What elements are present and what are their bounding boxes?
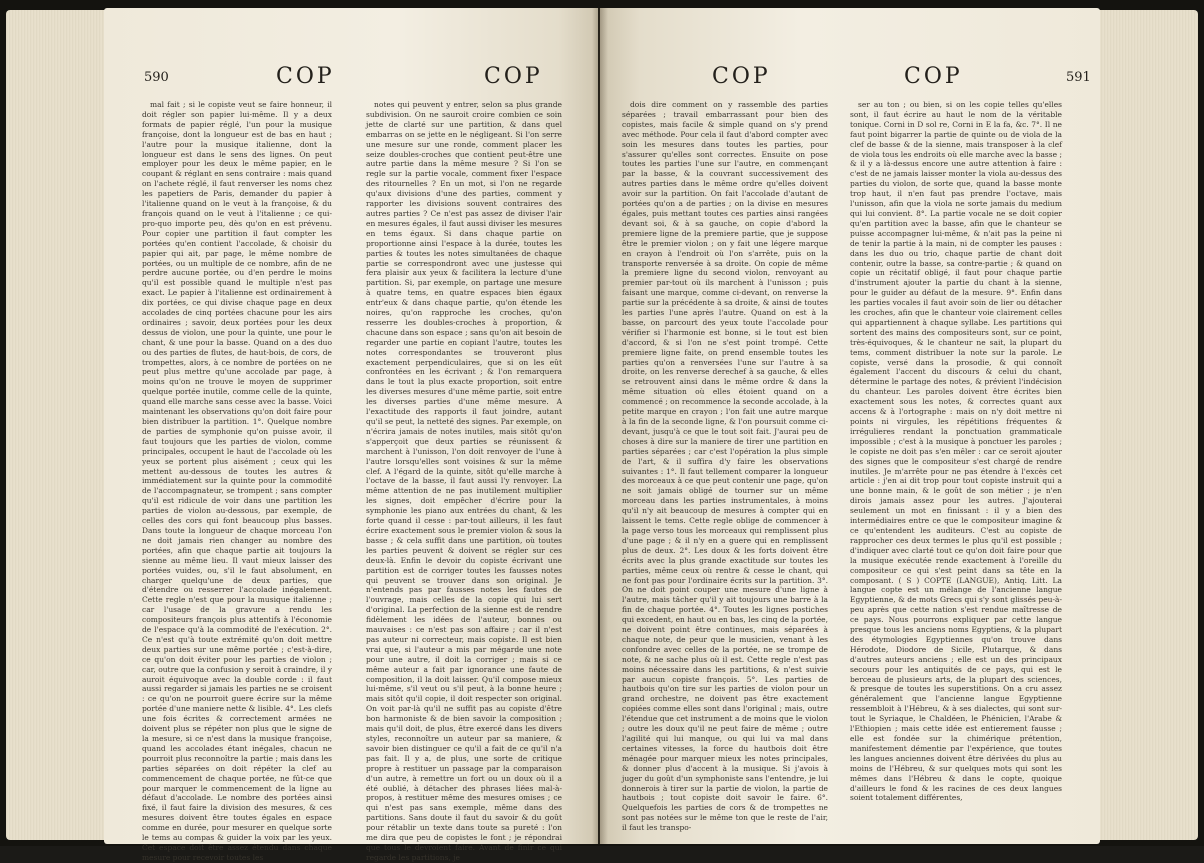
running-head: COP bbox=[484, 64, 543, 89]
column-text: notes qui peuvent y entrer, selon sa plus grande subdivision. On ne sauroit croire combien ce soin jette de clarté sur une partition, & dans quel embarras on se jette en le négligeant. Si l'on serre une mesure sur une ronde, comment placer les seize doubles-croches que contient peut-être une autre partie dans la même mesure ? Si l'on se regle sur la partie vocale, comment fixer l'espace des ritournelles ? En un mot, si l'on ne regarde qu'aux divisions d'une des parties, comment y rapporter les divisions souvent contraires des autres parties ? Ce n'est pas assez de diviser l'air en mesures égales, il faut aussi diviser les mesures en tems égaux. Si dans chaque partie on proportionne ainsi l'espace à la durée, toutes les parties & toutes les notes simultanées de chaque partie se correspondront avec une justesse qui fera plaisir aux yeux & facilitera la lecture d'une partition. Si, par exemple, on partage une mesure à quatre tems, en quatre espaces bien égaux entr'eux & dans chaque partie, qu'on étende les noires, qu'on rapproche les croches, qu'on resserre les doubles-croches à proportion, & chacune dans son espace ; sans qu'on ait besoin de regarder une partie en copiant l'autre, toutes les notes correspondantes se trouveront plus exactement perpendiculaires, que si on les eût confrontées en les écrivant ; & l'on remarquera dans le tout la plus exacte proportion, soit entre les diverses mesures d'une même partie, soit entre les diverses parties d'une même mesure. A l'exactitude des rapports il faut joindre, autant qu'il se peut, la netteté des signes. Par exemple, on n'écrira jamais de notes inutiles, mais sitôt qu'on s'apperçoit que deux parties se réunissent & marchent à l'unisson, l'on doit renvoyer de l'une à l'autre lorsqu'elles sont voisines & sur la même clef. A l'égard de la quinte, sitôt qu'elle marche à l'octave de la basse, il faut aussi l'y renvoyer. La même attention de ne pas inutilement multiplier les signes, doit empêcher d'écrire pour la symphonie les piano aux entrées du chant, & les forte quand il cesse : par-tout ailleurs, il les faut écrire exactement sous le premier violon & sous la basse ; & cela suffit dans une partition, où toutes les parties peuvent & doivent se régler sur ces deux-là. Enfin le devoir du copiste écrivant une partition est de corriger toutes les fausses notes qui peuvent se trouver dans son original. Je n'entends pas par fausses notes les fautes de l'ouvrage, mais celles de la copie qui lui sert d'original. La perfection de la sienne est de rendre fidèlement les idées de l'auteur, bonnes ou mauvaises : ce n'est pas son affaire ; car il n'est pas auteur ni correcteur, mais copiste. Il est bien vrai que, si l'auteur a mis par mégarde une note pour une autre, il doit la corriger ; mais si ce même auteur a fait par ignorance une faute de composition, il la doit laisser. Qu'il compose mieux lui-même, s'il veut ou s'il peut, à la bonne heure ; mais sitôt qu'il copie, il doit respecter son original. On voit par-là qu'il ne suffit pas au copiste d'être bon harmoniste & de bien savoir la composition ; mais qu'il doit, de plus, être exercé dans les divers styles, reconnoître un auteur par sa maniere, & savoir bien distinguer ce qu'il a fait de ce qu'il n'a pas fait. Il y a, de plus, une sorte de critique propre à restituer un passage par la comparaison d'un autre, à remettre un fort ou un doux où il a été oublié, à détacher des phrases liées mal-à-propos, à restituer même des mesures omises ; ce qui n'est pas sans exemple, même dans des partitions. Sans doute il faut du savoir & du goût pour rétablir un texte dans toute sa pureté : l'on me dira que peu de copistes le font ; je répondrai que tous le devroient faire. Avant de finir ce qui regarde les partitions, je bbox=[366, 100, 562, 862]
column-text: ser au ton ; ou bien, si on les copie telles qu'elles sont, il faut écrire au haut le nom de la véritable tonique. Corni in D sol re, Corni in E la fa, &c. 7°. Il ne faut point bigarrer la partie de quinte ou de viola de la clef de basse & de la sienne, mais transposer à la clef de viola tous les endroits où elle marche avec la basse ; & il y a là-dessus encore une autre attention à faire : c'est de ne jamais laisser monter la viola au-dessus des parties du violon, de sorte que, quand la basse monte trop haut, il n'en faut pas prendre l'octave, mais l'unisson, afin que la viola ne sorte jamais du medium qui lui convient. 8°. La partie vocale ne se doit copier qu'en partition avec la basse, afin que le chanteur se puisse accompagner lui-même, & n'ait pas la peine ni de tenir la partie à la main, ni de compter les pauses : dans les duo ou trio, chaque partie de chant doit contenir, outre la basse, sa contre-partie ; & quand on copie un récitatif obligé, il faut pour chaque partie d'instrument ajouter la partie du chant à la sienne, pour le guider au défaut de la mesure. 9°. Enfin dans les parties vocales il faut avoir soin de lier ou détacher les croches, afin que le chanteur voie clairement celles qui appartiennent à chaque syllabe. Les partitions qui sortent des mains des compositeurs sont, sur ce point, très-équivoques, & le chanteur ne sait, la plupart du tems, comment distribuer la note sur la parole. Le copiste, versé dans la prosodie, & qui connoît également l'accent du discours & celui du chant, détermine le partage des notes, & prévient l'indécision du chanteur. Les paroles doivent être écrites bien exactement sous les notes, & correctes quant aux accens & à l'ortographe : mais on n'y doit mettre ni points ni virgules, les répétitions fréquentes & irrégulieres rendant la ponctuation grammaticale impossible ; c'est à la musique à ponctuer les paroles ; le copiste ne doit pas s'en mêler : car ce seroit ajouter des signes que le compositeur s'est chargé de rendre inutiles. Je m'arrête pour ne pas étendre à l'excès cet article : j'en ai dit trop pour tout copiste instruit qui a une bonne main, & le goût de son métier ; je n'en dirois jamais assez pour les autres. J'ajouterai seulement un mot en finissant : il y a bien des intermédiaires entre ce que le compositeur imagine & ce qu'entendent les auditeurs. C'est au copiste de rapprocher ces deux termes le plus qu'il est possible ; d'indiquer avec clarté tout ce qu'on doit faire pour que la musique exécutée rende exactement à l'oreille du compositeur ce qui s'est peint dans sa tête en la composant. ( S ) COPTE (LANGUE), Antiq. Litt. La langue copte est un mélange de l'ancienne langue Egyptienne, & de mots Grecs qui s'y sont glissés peu-à-peu après que cette nation s'est rendue maîtresse de ce pays. Nous pourrons expliquer par cette langue presque tous les anciens noms Egyptiens, & la plupart des étymologies Egyptiennes qu'on trouve dans Hérodote, Diodore de Sicile, Plutarque, & dans d'autres auteurs anciens ; elle est un des principaux secours pour les antiquités de ce pays, qui est le berceau de plusieurs arts, de la plupart des sciences, & presque de toutes les superstitions. On a cru assez généralement que l'ancienne langue Egyptienne ressembloit à l'Hébreu, & à ses dialectes, qui sont sur-tout le Syriaque, le Chaldéen, le Phénicien, l'Arabe & l'Ethiopien ; mais cette idée est entierement fausse ; elle est fondée sur la chimérique prétention, manifestement démentie par l'expérience, que toutes les langues anciennes doivent être dérivées du plus au moins de l'Hébreu, & sur quelques mots qui sont les mêmes dans l'Hébreu & dans le copte, quoique d'ailleurs le fond & les racines de ces deux langues soient totalement différentes, bbox=[850, 100, 1062, 803]
text-column bbox=[142, 100, 332, 862]
column-text: dois dire comment on y rassemble des parties séparées ; travail embarrassant pour bien des copistes, mais facile & simple quand on s'y prend avec méthode. Pour cela il faut d'abord compter avec soin les mesures dans toutes les parties, pour s'assurer qu'elles sont correctes. Ensuite on pose toutes les parties l'une sur l'autre, en commençant par la basse, & la couvrant successivement des autres parties dans le même ordre qu'elles doivent avoir sur la partition. On fait l'accolade d'autant de portées qu'on a de parties ; on la divise en mesures égales, puis mettant toutes ces parties ainsi rangées devant soi, & à sa gauche, on copie d'abord la premiere ligne de la premiere partie, que je suppose être le premier violon ; on y fait une légere marque en crayon à l'endroit où l'on s'arrête, puis on la transporte renversée à sa droite. On copie de même la premiere ligne du second violon, renvoyant au premier par-tout où ils marchent à l'unisson ; puis faisant une marque, comme ci-devant, on renverse la partie sur la précédente à sa droite, & ainsi de toutes les parties l'une après l'autre. Quand on est à la basse, on parcourt des yeux toute l'accolade pour vérifier si l'harmonie est bonne, si le tout est bien d'accord, & si l'on ne s'est point trompé. Cette premiere ligne faite, on prend ensemble toutes les parties qu'on a renversées l'une sur l'autre à sa droite, on les renverse derechef à sa gauche, & elles se retrouvent ainsi dans le même ordre & dans la même situation où elles étoient quand on a commencé ; on recommence la seconde accolade, à la petite marque en crayon ; l'on fait une autre marque à la fin de la seconde ligne, & l'on poursuit comme ci-devant, jusqu'à ce que le tout soit fait. J'aurai peu de choses à dire sur la maniere de tirer une partition en parties séparées ; car c'est l'opération la plus simple de l'art, & il suffira d'y faire les observations suivantes : 1°. Il faut tellement comparer la longueur des morceaux à ce que peut contenir une page, qu'on ne soit jamais obligé de tourner sur un même morceau dans les parties instrumentales, à moins qu'il n'y ait beaucoup de mesures à compter qui en laissent le tems. Cette regle oblige de commencer à la page verso tous les morceaux qui remplissent plus d'une page ; & il n'y en a guere qui en remplissent plus de deux. 2°. Les doux & les forts doivent être écrits avec la plus grande exactitude sur toutes les parties, même ceux où rentre & cesse le chant, qui ne font pas pour l'ordinaire écrits sur la partition. 3°. On ne doit point couper une mesure d'une ligne à l'autre, mais tâcher qu'il y ait toujours une barre à la fin de chaque portée. 4°. Toutes les lignes postiches qui excedent, en haut ou en bas, les cinq de la portée, ne doivent point être continues, mais séparées à chaque note, de peur que le musicien, venant à les confondre avec celles de la portée, ne se trompe de note, & ne sache plus où il est. Cette regle n'est pas moins nécessaire dans les partitions, & n'est suivie par aucun copiste françois. 5°. Les parties de hautbois qu'on tire sur les parties de violon pour un grand orchestre, ne doivent pas être exactement copiées comme elles sont dans l'original ; mais, outre l'étendue que cet instrument a de moins que le violon ; outre les doux qu'il ne peut faire de même ; outre l'agilité qui lui manque, ou qui lui va mal dans certaines vitesses, la force du hautbois doit être ménagée pour marquer mieux les notes principales, & donner plus d'accent à la musique. Si j'avois à juger du goût d'un symphoniste sans l'entendre, je lui donnerois à tirer sur la partie de violon, la partie de hautbois ; tout copiste doit savoir le faire. 6°. Quelquefois les parties de cors & de trompettes ne sont pas notées sur le même ton que le reste de l'air, il faut les transpo- bbox=[622, 100, 828, 833]
page-number: 591 bbox=[1066, 70, 1091, 85]
right-page bbox=[600, 8, 1100, 844]
page-number: 590 bbox=[144, 70, 169, 85]
column-text: mal fait ; si le copiste veut se faire honneur, il doit régler son papier lui-même. Il y a deux formats de papier réglé, l'un pour la musique françoise, dont la longueur est de bas en haut ; l'autre pour la musique italienne, dont la longueur est dans le sens des lignes. On peut employer pour les deux le même papier, en le coupant & réglant en sens contraire : mais quand on l'achete réglé, il faut renverser les noms chez les papetiers de Paris, demander du papier à l'italienne quand on le veut à la françoise, & du françois quand on le veut à l'italienne ; ce qui-pro-quo importe peu, dès qu'on en est prévenu. Pour copier une partition il faut compter les portées qu'en contient l'accolade, & choisir du papier qui ait, par page, le même nombre de portées, ou un multiple de ce nombre, afin de ne perdre aucune portée, ou d'en perdre le moins qu'il est possible quand le multiple n'est pas exact. Le papier à l'italienne est ordinairement à dix portées, ce qui divise chaque page en deux accolades de cinq portées chacune pour les airs ordinaires ; savoir, deux portées pour les deux dessus de violon, une pour la quinte, une pour le chant, & une pour la basse. Quand on a des duo ou des parties de flutes, de haut-bois, de cors, de trompettes, alors, à ce nombre de portées on ne peut plus mettre qu'une accolade par page, à moins qu'on ne trouve le moyen de supprimer quelque portée inutile, comme celle de la quinte, quand elle marche sans cesse avec la basse. Voici maintenant les observations qu'on doit faire pour bien distribuer la partition. 1°. Quelque nombre de parties de symphonie qu'on puisse avoir, il faut toujours que les parties de violon, comme principales, occupent le haut de l'accolade où les yeux se portent plus aisément ; ceux qui les mettent au-dessous de toutes les autres & immédiatement sur la quinte pour la commodité de l'accompagnateur, se trompent ; sans compter qu'il est ridicule de voir dans une partition les parties de violon au-dessous, par exemple, de celles des cors qui font beaucoup plus basses. Dans toute la longueur de chaque morceau l'on ne doit jamais rien changer au nombre des portées, afin que chaque partie ait toujours la sienne au même lieu. Il vaut mieux laisser des portées vuides, ou, s'il le faut absolument, en charger quelqu'une de deux parties, que d'étendre ou resserrer l'accolade inégalement. Cette regle n'est que pour la musique italienne ; car l'usage de la gravure a rendu les compositeurs françois plus attentifs à l'économie de l'espace qu'à la commodité de l'exécution. 2°. Ce n'est qu'à toute extrémité qu'on doit mettre deux parties sur une même portée ; c'est-à-dire, ce qu'on doit éviter pour les parties de violon ; car, outre que la confusion y seroit à craindre, il y auroit équivoque avec la double corde : il faut aussi regarder si jamais les parties ne se croisent : ce qu'on ne pourroit guere écrire sur la même portée d'une maniere nette & lisible. 4°. Les clefs une fois écrites & correctement armées ne doivent plus se répéter non plus que le signe de la mesure, si ce n'est dans la musique françoise, quand les accolades étant inégales, chacun ne pourroit plus reconnoître la partie ; mais dans les parties séparées on doit répéter la clef au commencement de chaque portée, ne fût-ce que pour marquer le commencement de la ligne au défaut d'accolade. Le nombre des portées ainsi fixé, il faut faire la division des mesures, & ces mesures doivent être toutes égales en espace comme en durée, pour mesurer en quelque sorte le tems au compas & guider la voix par les yeux. Cet espace doit être assez étendu dans chaque mesure pour recevoir toutes les bbox=[142, 100, 332, 862]
book-gutter bbox=[592, 8, 608, 844]
left-page bbox=[104, 8, 598, 862]
text-column bbox=[850, 100, 1062, 820]
text-column bbox=[622, 100, 828, 833]
running-head: COP bbox=[712, 64, 771, 89]
text-column bbox=[366, 100, 562, 862]
running-head: COP bbox=[276, 64, 335, 89]
running-head: COP bbox=[904, 64, 963, 89]
